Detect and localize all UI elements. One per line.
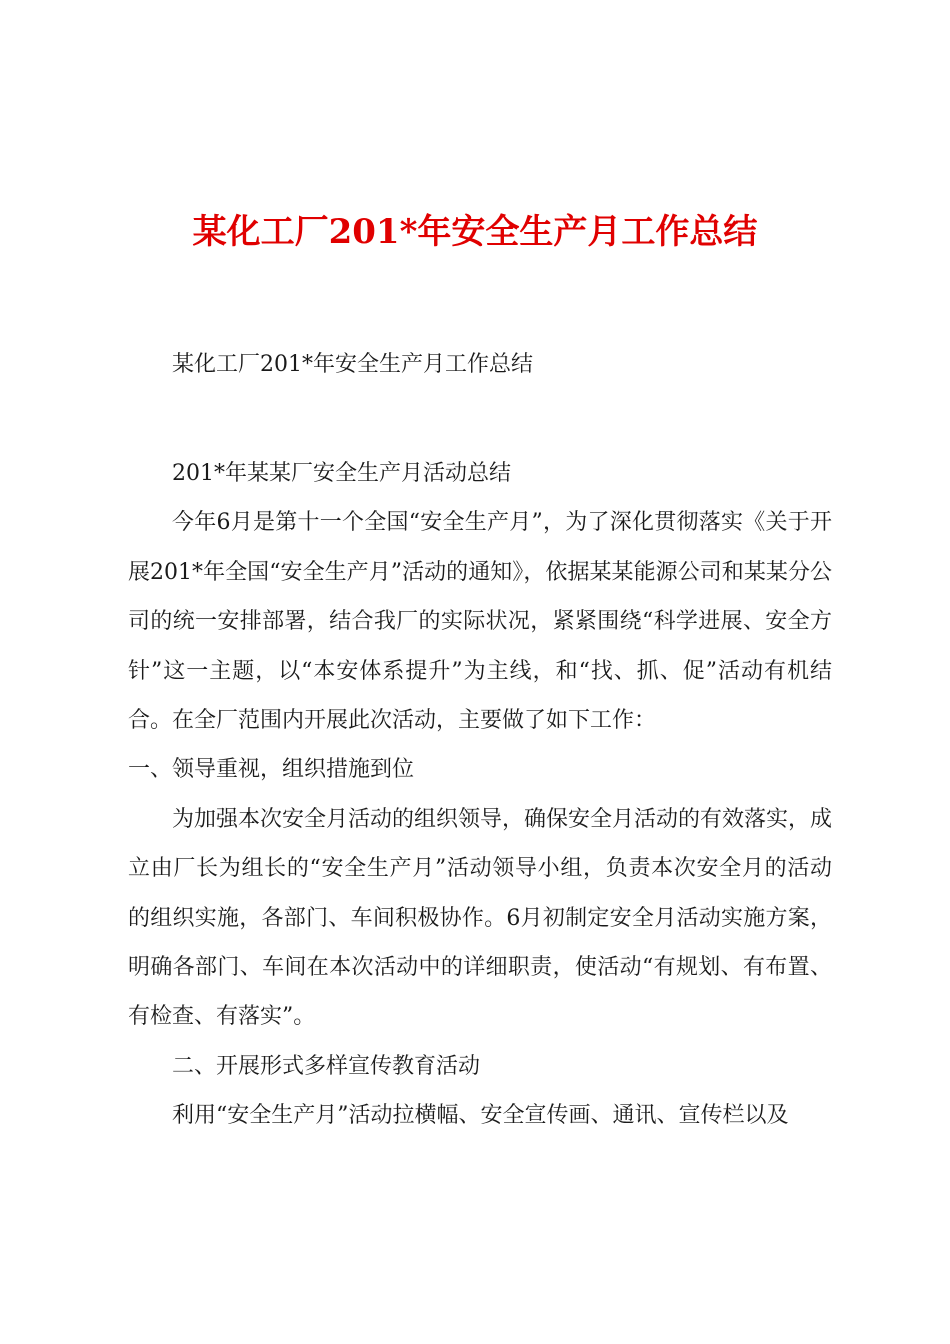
paragraph-section-2: 利用“安全生产月”活动拉横幅、安全宣传画、通讯、宣传栏以及 [172, 1103, 789, 1129]
paragraph-section-1: 为加强本次安全月活动的组织领导，确保安全月活动的有效落实，成立由厂长为组长的“安全生产月”活动领导小组，负责本次安全月的活动的组织实施，各部门、车间积极协作。6月初制定安全月活动实施方案，明确各部门、车间在本次活动中的详细职责，使活动“有规划、有布置、有检查、有落实”。 [128, 806, 833, 1030]
document-body [128, 449, 832, 1141]
document-title: 某化工厂201*年安全生产月工作总结 [192, 212, 758, 252]
paragraph-intro: 今年6月是第十一个全国“安全生产月”，为了深化贯彻落实《关于开展201*年全国“安全生产月”活动的通知》，依据某某能源公司和某某分公司的统一安排部署，结合我厂的实际状况，紧紧围绕“科学进展、安全方针”这一主题，以“本安体系提升”为主线，和“找、抓、促”活动有机结合。在全厂范围内开展此次活动，主要做了如下工作： [128, 510, 832, 734]
paragraph-summary-heading: 201*年某某厂安全生产月活动总结 [172, 461, 511, 486]
document-subtitle: 某化工厂201*年安全生产月工作总结 [172, 352, 533, 377]
section-heading-2: 二、开展形式多样宣传教育活动 [172, 1053, 481, 1079]
section-heading-1: 一、领导重视，组织措施到位 [128, 757, 415, 783]
